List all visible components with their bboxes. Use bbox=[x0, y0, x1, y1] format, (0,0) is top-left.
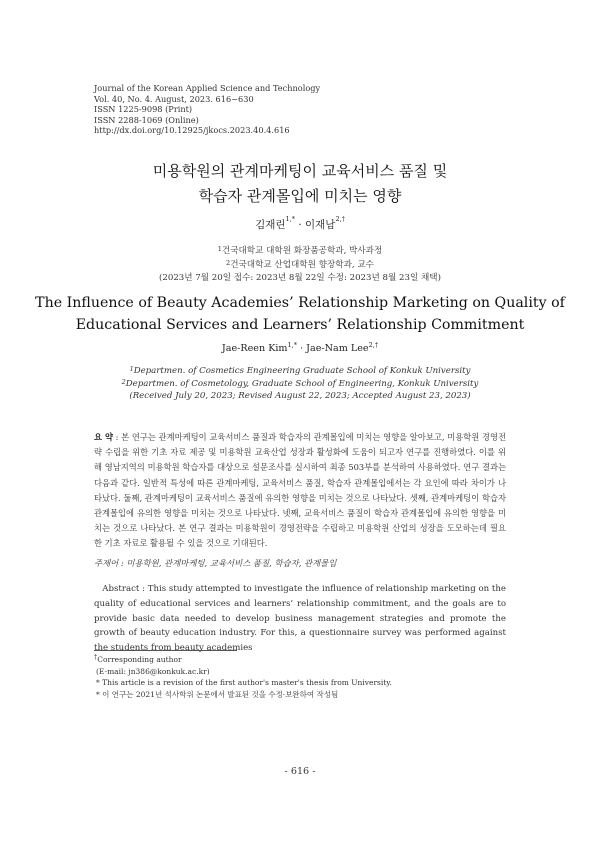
korean-abstract-text: : 본 연구는 관계마케팅이 교육서비스 품질과 학습자의 관계몰입에 미치는 영향을 알아보고, 미용학원 경영전략 수립을 위한 기초 자료 제공 및 미용학원 교육산업 성장과 활성화에 도움이 되고자 연구를 진행하였다. 이를 위해 영남지역의 미용학원 학습자를 대상으로 설문조사를 실시하여 최종 503부를 분석하여 사용하였다. 연구 결과는 다음과 같다. 일반적 특성에 따른 관계마케팅, 교육서비스 품질, 학습자 관계몰입에서는 각 요인에 따라 차이가 나타났다. 둘째, 관계마케팅이 교육서비스 품질에 유의한 영향을 미치는 것으로 나타났다. 셋째, 관계마케팅이 학습자 관계몰입에 유의한 영향을 미치는 것으로 나타났다. 넷째, 교육서비스 품질이 학습자 관계몰입에 유의한 영향을 미치는 것으로 나타났다. 본 연구 결과는 미용학원이 경영전략을 수립하고 미용학원 산업의 성장을 도모하는데 필요한 기초 자료로 활용될 수 있을 것으로 기대된다. bbox=[94, 432, 506, 549]
journal-issn-online: ISSN 2288-1069 (Online) bbox=[94, 114, 199, 125]
english-title-line-1: The Influence of Beauty Academies’ Relationship Marketing on Quality of bbox=[35, 295, 565, 311]
korean-abstract-label: 요 약 bbox=[94, 432, 113, 442]
page-number: - 616 - bbox=[284, 766, 316, 777]
english-abstract-text: : This study attempted to investigate the influence of relationship marketing on the quality of educational services and learners’ relationship commitment, and the goals are to provide basic data needed to develop business management strategies and promote the growth of beauty education industry. For this, a questionnaire survey was performed against the students from beauty academies bbox=[94, 584, 507, 654]
author-separator: · bbox=[294, 219, 305, 231]
english-affiliations bbox=[0, 365, 600, 403]
english-author-1: Jae-Reen Kim bbox=[221, 343, 288, 354]
korean-abstract bbox=[94, 430, 506, 552]
journal-issn-print: ISSN 1225-9098 (Print) bbox=[94, 104, 193, 115]
dagger-mark: † bbox=[94, 653, 98, 661]
english-dates: (Received July 20, 2023; Revised August 22, 2023; Accepted August 23, 2023) bbox=[129, 391, 471, 401]
english-title-line-2: Educational Services and Learners’ Relationship Commitment bbox=[75, 317, 525, 333]
thesis-note-english: * This article is a revision of the first author's master's thesis from University. bbox=[96, 678, 392, 687]
korean-title-line-1: 미용학원의 관계마케팅이 교육서비스 품질 및 bbox=[152, 162, 448, 180]
english-author-2: Jae-Nam Lee bbox=[306, 343, 369, 354]
korean-author-2-mark: 2,† bbox=[335, 215, 345, 223]
korean-affiliation-1: 건국대학교 대학원 화장품공학과, 박사과정 bbox=[221, 246, 383, 256]
korean-keywords: 주제어 : 미용학원, 관계마케팅, 교육서비스 품질, 학습자, 관계몰입 bbox=[94, 558, 337, 568]
korean-author-1-mark: 1,* bbox=[285, 215, 295, 223]
english-affiliation-2: Departmen. of Cosmetology, Graduate School of Engineering, Konkuk University bbox=[125, 378, 479, 389]
korean-title-line-2: 학습자 관계몰입에 미치는 영향 bbox=[198, 187, 402, 205]
journal-doi-link[interactable]: http://dx.doi.org/10.12925/jkocs.2023.40.4.616 bbox=[94, 125, 290, 136]
footnote-divider bbox=[94, 650, 237, 651]
english-title bbox=[0, 292, 600, 336]
english-aff-1-mark: 1 bbox=[129, 365, 134, 373]
korean-affiliation-2: 건국대학교 산업대학원 향장학과, 교수 bbox=[230, 259, 374, 270]
english-author-2-mark: 2,† bbox=[368, 341, 379, 349]
english-authors bbox=[0, 343, 600, 354]
english-author-1-mark: 1,* bbox=[287, 341, 297, 349]
korean-author-1: 김재린 bbox=[255, 219, 286, 231]
korean-aff-2-mark: 2 bbox=[226, 258, 231, 267]
footnotes bbox=[94, 654, 514, 700]
korean-dates: (2023년 7월 20일 접수: 2023년 8월 22일 수정: 2023년 8월 23일 채택) bbox=[159, 273, 441, 283]
journal-name: Journal of the Korean Applied Science and Technology bbox=[94, 83, 321, 93]
corresponding-author-note: Corresponding author bbox=[97, 655, 182, 664]
korean-aff-1-mark: 1 bbox=[217, 245, 222, 253]
english-affiliation-1: Departmen. of Cosmetics Engineering Graduate School of Konkuk University bbox=[133, 366, 471, 376]
journal-header bbox=[94, 83, 320, 136]
corresponding-email: (E-mail: jn386@konkuk.ac.kr) bbox=[96, 666, 210, 676]
english-abstract bbox=[94, 582, 506, 656]
english-abstract-label: Abstract bbox=[102, 584, 140, 594]
korean-affiliations bbox=[0, 245, 600, 286]
korean-authors bbox=[0, 217, 600, 232]
korean-title bbox=[0, 159, 600, 209]
english-aff-2-mark: 2 bbox=[121, 377, 126, 386]
journal-volume: Vol. 40, No. 4. August, 2023. 616~630 bbox=[94, 93, 254, 104]
thesis-note-korean: * 이 연구는 2021년 석사학위 논문에서 발표된 것을 수정·보완하여 작성됨 bbox=[96, 689, 339, 699]
author-separator: · bbox=[296, 343, 307, 354]
korean-author-2: 이재남 bbox=[305, 219, 336, 231]
